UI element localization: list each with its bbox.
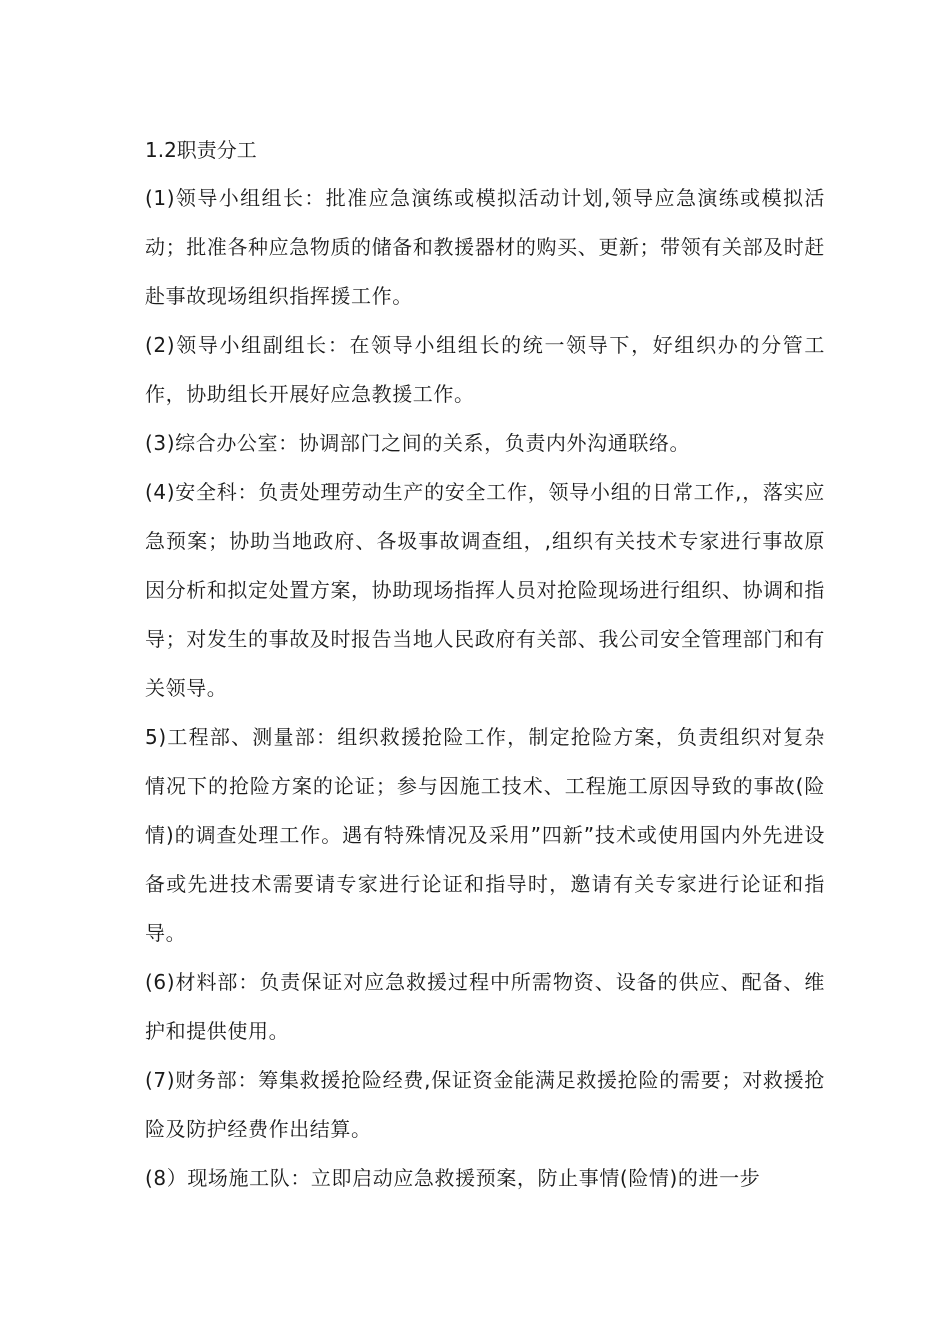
- paragraph-general-office: (3)综合办公室：协调部门之间的关系，负责内外沟通联络。: [145, 431, 691, 455]
- paragraph-site-team: (8）现场施工队：立即启动应急救援预案，防止事情(险情)的进一步: [145, 1166, 761, 1190]
- section-title: 1.2职责分工: [145, 138, 257, 162]
- paragraph-engineering-survey: 5)工程部、测量部：组织救援抢险工作，制定抢险方案，负责组织对复杂情况下的抢险方案的论证；参与因施工技术、工程施工原因导致的事故(险情)的调查处理工作。遇有特殊情况及采用”四新”技术或使用国内外先进设备或先进技术需要请专家进行论证和指导时，邀请有关专家进行论证和指导。: [145, 725, 825, 945]
- document-body: [145, 126, 825, 1203]
- paragraph-materials: (6)材料部：负责保证对应急救援过程中所需物资、设备的供应、配备、维护和提供使用。: [145, 970, 825, 1043]
- paragraph-finance: (7)财务部：筹集救援抢险经费,保证资金能满足救援抢险的需要；对救援抢险及防护经费作出结算。: [145, 1068, 825, 1141]
- paragraph-deputy-leader: (2)领导小组副组长：在领导小组组长的统一领导下，好组织办的分管工作，协助组长开展好应急教援工作。: [145, 333, 825, 406]
- paragraph-leader: (1)领导小组组长：批准应急演练或模拟活动计划,领导应急演练或模拟活动；批准各种应急物质的储备和教援器材的购买、更新；带领有关部及时赶赴事故现场组织指挥援工作。: [145, 186, 825, 308]
- paragraph-safety-section: (4)安全科：负责处理劳动生产的安全工作，领导小组的日常工作,，落实应急预案；协助当地政府、各圾事故调查组，,组织有关技术专家进行事故原因分析和拟定处置方案，协助现场指挥人员对抢险现场进行组织、协调和指导；对发生的事故及时报告当地人民政府有关部、我公司安全管理部门和有关领导。: [145, 480, 825, 700]
